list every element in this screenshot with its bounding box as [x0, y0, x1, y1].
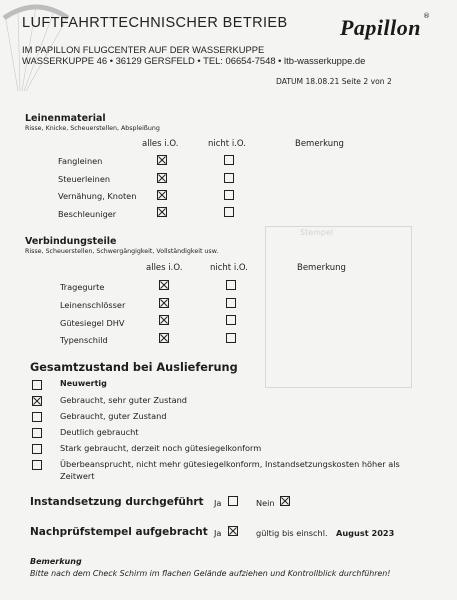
checkbox-nachpruef-ja[interactable] — [228, 526, 238, 536]
checkbox-neuwertig[interactable] — [32, 380, 42, 390]
valid-until-label: gültig bis einschl. — [256, 528, 328, 538]
checkbox-vernaehung-not-ok[interactable] — [224, 190, 234, 200]
checkbox-steuerleinen-not-ok[interactable] — [224, 173, 234, 183]
checkbox-typenschild-ok[interactable] — [159, 333, 169, 343]
registered-mark: ® — [423, 12, 430, 20]
checkbox-ueberbeansprucht[interactable] — [32, 460, 42, 470]
checkbox-instandsetzung-ja[interactable] — [228, 496, 238, 506]
address-line-2: WASSERKUPPE 46 • 36129 GERSFELD • TEL: 06654-7548 • ltb-wasserkuppe.de — [22, 55, 366, 66]
nachpruef-ja-label: Ja — [214, 528, 222, 538]
option-ueberbeansprucht: Überbeansprucht, nicht mehr gütesiegelkonform, Instandsetzungskosten höher als — [60, 459, 400, 469]
bleed-through-table — [265, 226, 412, 388]
col-header-ok: alles i.O. — [142, 139, 179, 149]
option-ueberbeansprucht-line2: Zeitwert — [60, 471, 95, 481]
checkbox-leinenschloesser-not-ok[interactable] — [226, 298, 236, 308]
section-title-gesamtzustand: Gesamtzustand bei Auslieferung — [30, 361, 238, 374]
checkbox-fangleinen-not-ok[interactable] — [224, 155, 234, 165]
section-title-leinenmaterial: Leinenmaterial — [25, 113, 106, 124]
checkbox-deutlich-gebraucht[interactable] — [32, 428, 42, 438]
row-label-vernaehung: Vernähung, Knoten — [58, 191, 137, 201]
option-deutlich-gebraucht: Deutlich gebraucht — [60, 427, 139, 437]
checkbox-tragegurte-ok[interactable] — [159, 280, 169, 290]
checkbox-tragegurte-not-ok[interactable] — [226, 280, 236, 290]
instandsetzung-ja-label: Ja — [214, 498, 222, 508]
col-header-remark-2: Bemerkung — [297, 263, 346, 273]
option-sehr-guter-zustand: Gebraucht, sehr guter Zustand — [60, 395, 187, 405]
row-label-guetesiegel: Gütesiegel DHV — [60, 318, 125, 328]
section-subtitle-verbindungsteile: Risse, Scheuerstellen, Schwergängigkeit, Vollständigkeit usw. — [25, 248, 219, 255]
section-title-verbindungsteile: Verbindungsteile — [25, 236, 117, 247]
checkbox-fangleinen-ok[interactable] — [157, 155, 167, 165]
valid-until-date: August 2023 — [336, 528, 395, 538]
checkbox-guter-zustand[interactable] — [32, 412, 42, 422]
row-label-beschleuniger: Beschleuniger — [58, 209, 117, 219]
date-page: DATUM 18.08.21 Seite 2 von 2 — [276, 77, 392, 86]
checkbox-leinenschloesser-ok[interactable] — [159, 298, 169, 308]
bleed-through-label: Stempel — [300, 228, 334, 237]
checkbox-instandsetzung-nein[interactable] — [280, 496, 290, 506]
row-label-typenschild: Typenschild — [60, 335, 108, 345]
option-neuwertig: Neuwertig — [60, 379, 107, 388]
row-label-leinenschloesser: Leinenschlösser — [60, 300, 126, 310]
col-header-remark: Bemerkung — [295, 139, 344, 149]
instandsetzung-label: Instandsetzung durchgeführt — [30, 496, 204, 508]
address-line-1: IM PAPILLON FLUGCENTER AUF DER WASSERKUPPE — [22, 44, 265, 55]
checkbox-stark-gebraucht[interactable] — [32, 444, 42, 454]
checkbox-guetesiegel-not-ok[interactable] — [226, 315, 236, 325]
remark-title: Bemerkung — [30, 557, 82, 566]
col-header-not-ok: nicht i.O. — [208, 139, 246, 149]
row-label-steuerleinen: Steuerleinen — [58, 174, 111, 184]
row-label-tragegurte: Tragegurte — [60, 282, 105, 292]
option-stark-gebraucht: Stark gebraucht, derzeit noch gütesiegelkonform — [60, 443, 262, 453]
checkbox-typenschild-not-ok[interactable] — [226, 333, 236, 343]
checkbox-beschleuniger-not-ok[interactable] — [224, 207, 234, 217]
checkbox-vernaehung-ok[interactable] — [157, 190, 167, 200]
brand-logo: Papillon — [339, 15, 421, 40]
col-header-not-ok-2: nicht i.O. — [210, 263, 248, 273]
section-subtitle-leinenmaterial: Risse, Knicke, Scheuerstellen, Abspleißung — [25, 125, 160, 132]
checkbox-steuerleinen-ok[interactable] — [157, 173, 167, 183]
company-name: LUFTFAHRTTECHNISCHER BETRIEB — [22, 15, 288, 31]
checkbox-guetesiegel-ok[interactable] — [159, 315, 169, 325]
checkbox-beschleuniger-ok[interactable] — [157, 207, 167, 217]
col-header-ok-2: alles i.O. — [146, 263, 183, 273]
option-guter-zustand: Gebraucht, guter Zustand — [60, 411, 167, 421]
nachpruef-label: Nachprüfstempel aufgebracht — [30, 526, 208, 538]
instandsetzung-nein-label: Nein — [256, 498, 275, 508]
remark-text: Bitte nach dem Check Schirm im flachen Gelände aufziehen und Kontrollblick durchführen! — [30, 569, 391, 578]
checkbox-sehr-guter-zustand[interactable] — [32, 396, 42, 406]
row-label-fangleinen: Fangleinen — [58, 156, 103, 166]
